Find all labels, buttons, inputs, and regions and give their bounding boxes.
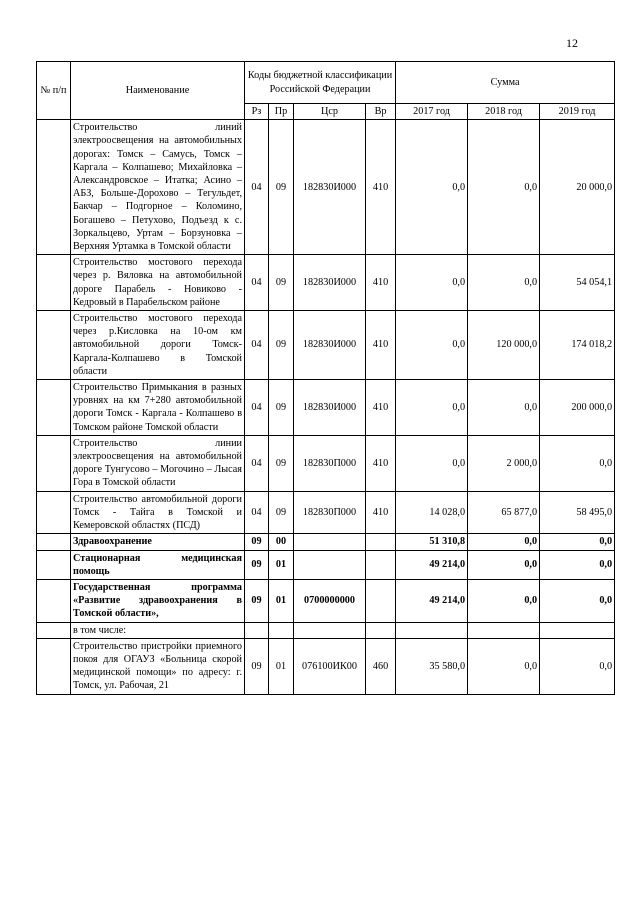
row-pr: 01 xyxy=(269,638,294,694)
page-number: 12 xyxy=(566,36,578,50)
header-name: Наименование xyxy=(71,62,245,120)
row-2019: 58 495,0 xyxy=(540,491,615,534)
row-vr: 410 xyxy=(366,120,396,255)
row-pr: 09 xyxy=(269,120,294,255)
header-2019: 2019 год xyxy=(540,104,615,120)
row-2019: 20 000,0 xyxy=(540,120,615,255)
row-csr xyxy=(294,550,366,579)
table-row xyxy=(37,311,615,380)
row-rz: 04 xyxy=(245,120,269,255)
row-pr: 09 xyxy=(269,435,294,491)
row-num xyxy=(37,534,71,550)
row-2019: 54 054,1 xyxy=(540,255,615,311)
row-csr: 182830П000 xyxy=(294,491,366,534)
row-2018: 0,0 xyxy=(468,579,540,622)
header-vr: Вр xyxy=(366,104,396,120)
row-vr xyxy=(366,534,396,550)
row-name: Строительство мостового перехода через р. Вяловка на автомобильной дороге Парабель - Новиково - Кедровый в Парабельском районе xyxy=(71,255,245,311)
row-num xyxy=(37,311,71,380)
row-csr: 182830П000 xyxy=(294,435,366,491)
row-2018: 0,0 xyxy=(468,534,540,550)
row-rz: 04 xyxy=(245,491,269,534)
row-vr xyxy=(366,579,396,622)
row-name: Строительство Примыкания в разных уровнях на км 7+280 автомобильной дороги Томск - Каргала - Колпашево в Томском районе Томской области xyxy=(71,380,245,436)
table-row xyxy=(37,380,615,436)
row-rz xyxy=(245,622,269,638)
row-2019: 0,0 xyxy=(540,550,615,579)
row-2017: 49 214,0 xyxy=(396,550,468,579)
table-row xyxy=(37,550,615,579)
row-2017: 0,0 xyxy=(396,255,468,311)
row-2019: 0,0 xyxy=(540,638,615,694)
table-row xyxy=(37,622,615,638)
row-2018: 0,0 xyxy=(468,550,540,579)
row-name: Здравоохранение xyxy=(71,534,245,550)
row-2019: 200 000,0 xyxy=(540,380,615,436)
row-csr: 182830И000 xyxy=(294,255,366,311)
row-num xyxy=(37,380,71,436)
row-csr: 182830И000 xyxy=(294,120,366,255)
row-rz: 04 xyxy=(245,311,269,380)
row-vr: 410 xyxy=(366,380,396,436)
row-2018: 2 000,0 xyxy=(468,435,540,491)
row-csr: 076100ИК00 xyxy=(294,638,366,694)
row-2019 xyxy=(540,622,615,638)
row-rz: 04 xyxy=(245,380,269,436)
row-num xyxy=(37,491,71,534)
row-csr xyxy=(294,534,366,550)
row-pr: 01 xyxy=(269,579,294,622)
row-rz: 09 xyxy=(245,550,269,579)
row-vr xyxy=(366,550,396,579)
row-2017: 35 580,0 xyxy=(396,638,468,694)
row-2018: 120 000,0 xyxy=(468,311,540,380)
row-rz: 09 xyxy=(245,534,269,550)
row-pr: 09 xyxy=(269,311,294,380)
header-2018: 2018 год xyxy=(468,104,540,120)
row-num xyxy=(37,120,71,255)
row-vr: 410 xyxy=(366,311,396,380)
row-pr: 09 xyxy=(269,491,294,534)
row-2017: 14 028,0 xyxy=(396,491,468,534)
row-2018: 65 877,0 xyxy=(468,491,540,534)
row-name: Государственная программа «Развитие здравоохранения в Томской области», xyxy=(71,579,245,622)
row-2018 xyxy=(468,622,540,638)
row-2017: 0,0 xyxy=(396,311,468,380)
row-name: Строительство линии электроосвещения на автомобильной дороге Тунгусово – Могочино – Лысая Гора в Томской области xyxy=(71,435,245,491)
row-2019: 174 018,2 xyxy=(540,311,615,380)
row-2017 xyxy=(396,622,468,638)
row-vr: 410 xyxy=(366,255,396,311)
row-pr xyxy=(269,622,294,638)
header-2017: 2017 год xyxy=(396,104,468,120)
row-vr: 410 xyxy=(366,491,396,534)
row-vr: 410 xyxy=(366,435,396,491)
row-vr xyxy=(366,622,396,638)
row-2018: 0,0 xyxy=(468,255,540,311)
row-rz: 04 xyxy=(245,255,269,311)
row-pr: 09 xyxy=(269,380,294,436)
row-2017: 51 310,8 xyxy=(396,534,468,550)
header-sum: Сумма xyxy=(396,62,615,104)
row-2018: 0,0 xyxy=(468,380,540,436)
row-num xyxy=(37,622,71,638)
row-2017: 0,0 xyxy=(396,435,468,491)
row-num xyxy=(37,255,71,311)
row-2019: 0,0 xyxy=(540,435,615,491)
row-vr: 460 xyxy=(366,638,396,694)
row-pr: 00 xyxy=(269,534,294,550)
row-num xyxy=(37,638,71,694)
row-name: Стационарная медицинская помощь xyxy=(71,550,245,579)
row-rz: 04 xyxy=(245,435,269,491)
header-rz: Рз xyxy=(245,104,269,120)
row-csr: 182830И000 xyxy=(294,311,366,380)
table-row xyxy=(37,120,615,255)
row-num xyxy=(37,579,71,622)
table-row xyxy=(37,491,615,534)
row-pr: 09 xyxy=(269,255,294,311)
row-pr: 01 xyxy=(269,550,294,579)
row-csr xyxy=(294,622,366,638)
table-row xyxy=(37,579,615,622)
row-2017: 49 214,0 xyxy=(396,579,468,622)
table-row xyxy=(37,638,615,694)
budget-table xyxy=(36,61,615,695)
row-2017: 0,0 xyxy=(396,380,468,436)
header-pr: Пр xyxy=(269,104,294,120)
table-row xyxy=(37,534,615,550)
table-row xyxy=(37,255,615,311)
row-name: в том числе: xyxy=(71,622,245,638)
row-2019: 0,0 xyxy=(540,579,615,622)
row-2017: 0,0 xyxy=(396,120,468,255)
header-codes: Коды бюджетной классификации Российской Федерации xyxy=(245,62,396,104)
row-rz: 09 xyxy=(245,579,269,622)
row-rz: 09 xyxy=(245,638,269,694)
header-csr: Цср xyxy=(294,104,366,120)
row-name: Строительство автомобильной дороги Томск - Тайга в Томской и Кемеровской областях (ПСД) xyxy=(71,491,245,534)
table-row xyxy=(37,435,615,491)
row-name: Строительство мостового перехода через р.Кисловка на 10-ом км автомобильной дороги Томск-Каргала-Колпашево в Томской области xyxy=(71,311,245,380)
header-num: № п/п xyxy=(37,62,71,120)
row-csr: 182830И000 xyxy=(294,380,366,436)
row-num xyxy=(37,550,71,579)
row-2018: 0,0 xyxy=(468,120,540,255)
row-2018: 0,0 xyxy=(468,638,540,694)
row-name: Строительство пристройки приемного покоя для ОГАУЗ «Больница скорой медицинской помощи» по адресу: г. Томск, ул. Рабочая, 21 xyxy=(71,638,245,694)
row-name: Строительство линий электроосвещения на автомобильных дорогах: Томск – Самусь, Томск – Каргала – Колпашево; Михайловка – Александровское – Итатка; Асино – АБЗ, Больше-Дорохово – Тегульдет, Бакчар – Подгорное – Коломино, Богашево – Петухово, Подъезд к с. Зоркальцево, Уртам – Борзуновка – Верхняя Уртамка в Томской области xyxy=(71,120,245,255)
table-body xyxy=(37,120,615,694)
row-csr: 0700000000 xyxy=(294,579,366,622)
row-num xyxy=(37,435,71,491)
row-2019: 0,0 xyxy=(540,534,615,550)
